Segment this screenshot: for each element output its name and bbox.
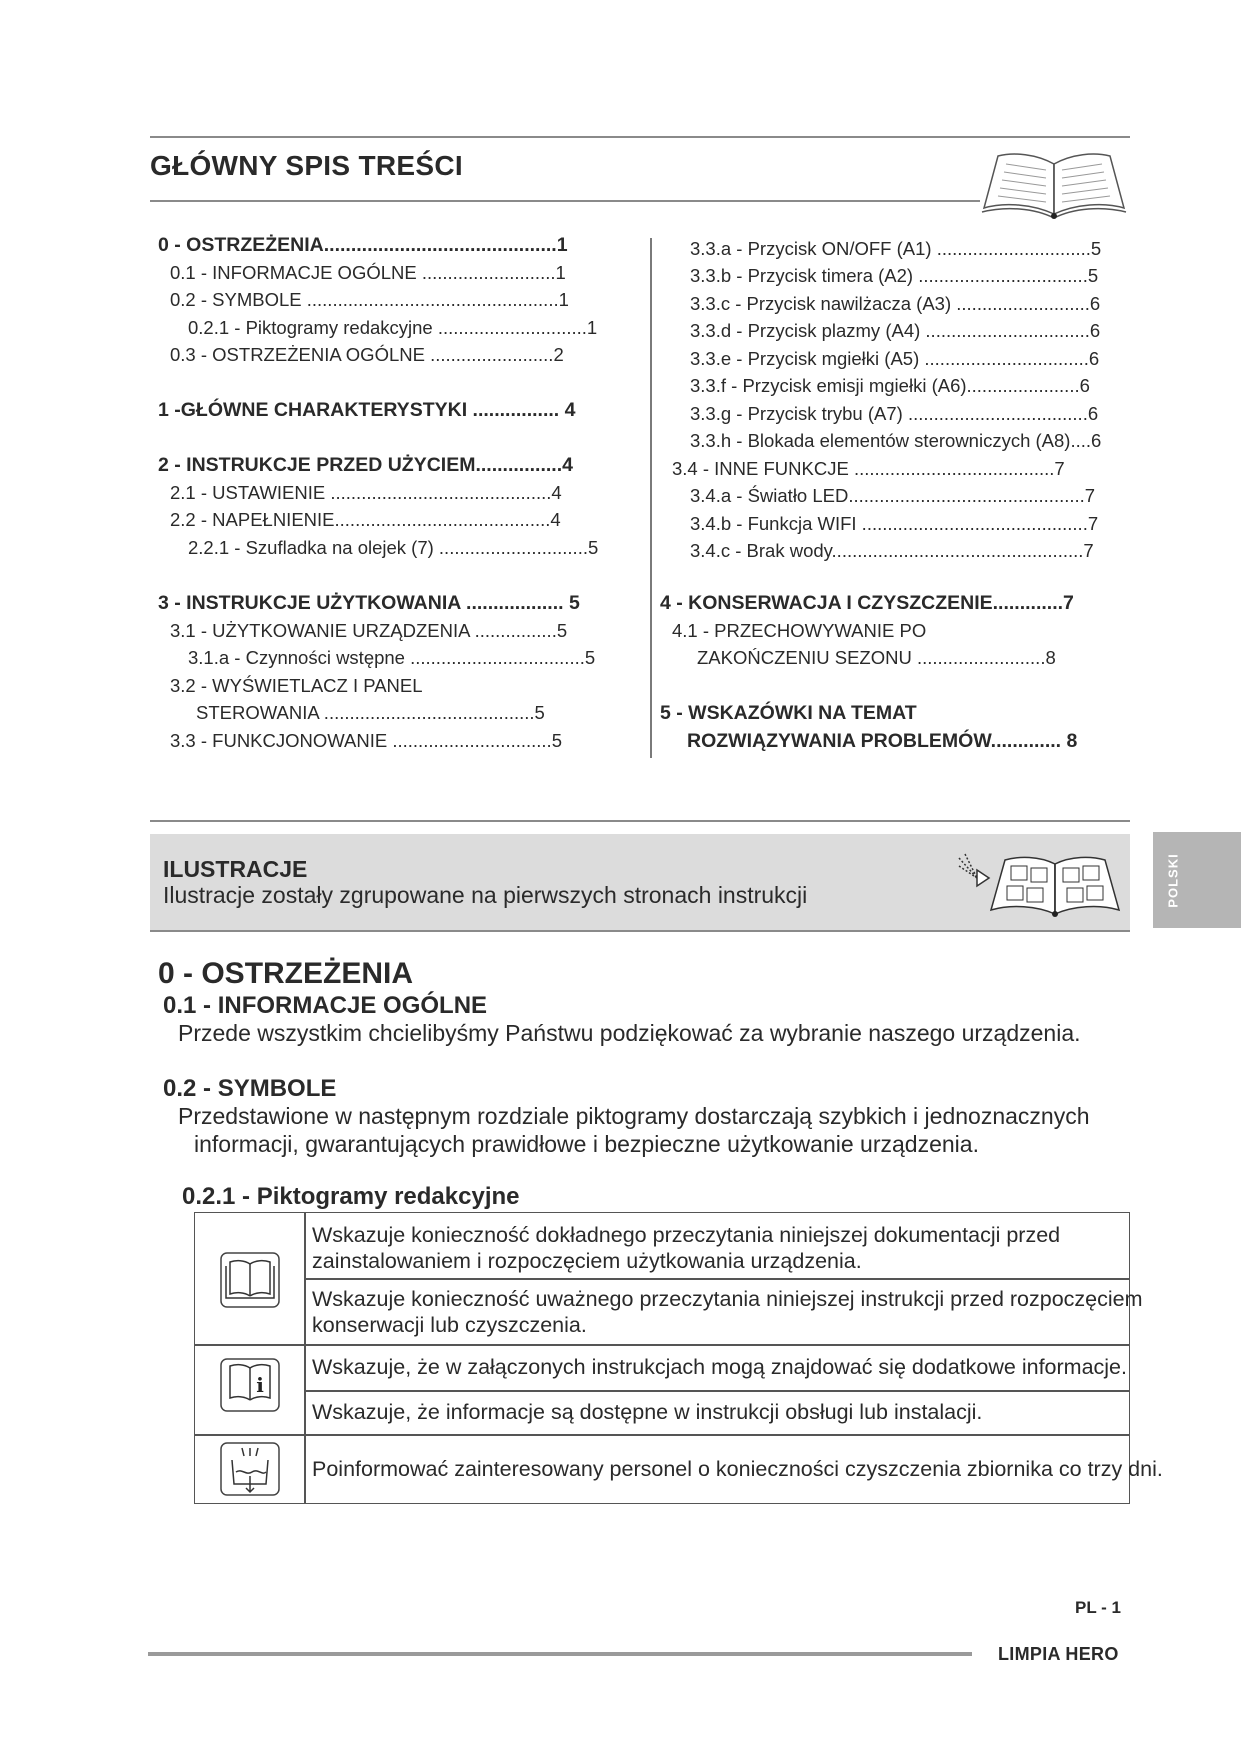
svg-text:i: i: [256, 1373, 264, 1397]
toc-entry[interactable]: 5 - WSKAZÓWKI NA TEMAT: [660, 702, 917, 724]
section-0-2-text-line1: Przedstawione w następnym rozdziale piktogramy dostarczają szybkich i jednoznacznych: [178, 1103, 1090, 1129]
toc-entry[interactable]: ROZWIĄZYWANIA PROBLEMÓW............. 8: [687, 730, 1078, 752]
toc-entry[interactable]: 0.1 - INFORMACJE OGÓLNE ..........................1: [170, 262, 566, 283]
toc-entry[interactable]: 0 - OSTRZEŻENIA...........................................1: [158, 234, 568, 256]
toc-entry[interactable]: 0.2 - SYMBOLE .................................................1: [170, 289, 569, 310]
illustrations-bottom-rule: [150, 930, 1130, 932]
pictogram-desc: Wskazuje, że w załączonych instrukcjach mogą znajdować się dodatkowe informacje.: [312, 1355, 1127, 1379]
product-name: LIMPIA HERO: [998, 1644, 1119, 1664]
pictogram-desc: Wskazuje konieczność dokładnego przeczytania niniejszej dokumentacji przed: [312, 1223, 1061, 1247]
toc-entry[interactable]: 3.1 - UŻYTKOWANIE URZĄDZENIA ................5: [170, 620, 568, 641]
illustrations-top-rule: [150, 820, 1130, 822]
table-row-divider: [194, 1434, 1130, 1436]
toc-entry[interactable]: 3.1.a - Czynności wstępne ..................................5: [188, 647, 596, 668]
page-title: GŁÓWNY SPIS TREŚCI: [150, 150, 463, 181]
toc-entry[interactable]: 3.4.b - Funkcja WIFI ............................................7: [690, 513, 1099, 534]
section-0-2-1-heading: 0.2.1 - Piktogramy redakcyjne: [182, 1183, 520, 1210]
toc-entry[interactable]: 3.2 - WYŚWIETLACZ I PANEL: [170, 675, 423, 696]
toc-entry[interactable]: 3.3.e - Przycisk mgiełki (A5) ................................6: [690, 348, 1100, 369]
toc-entry[interactable]: 2 - INSTRUKCJE PRZED UŻYCIEM................4: [158, 454, 573, 476]
illustrated-book-icon: [955, 848, 1125, 920]
toc-entry[interactable]: 0.2.1 - Piktogramy redakcyjne .............................1: [188, 317, 598, 338]
toc-entry[interactable]: 4.1 - PRZECHOWYWANIE PO: [672, 620, 927, 641]
toc-entry[interactable]: 3 - INSTRUKCJE UŻYTKOWANIA .................. 5: [158, 592, 580, 614]
toc-entry[interactable]: 3.4.c - Brak wody.................................................7: [690, 540, 1094, 561]
table-row-divider: [194, 1344, 1130, 1346]
toc-entry[interactable]: 2.2.1 - Szufladka na olejek (7) .............................5: [188, 537, 599, 558]
toc-entry[interactable]: ZAKOŃCZENIU SEZONU .........................8: [697, 647, 1056, 668]
toc-entry[interactable]: STEROWANIA .........................................5: [196, 702, 545, 723]
toc-entry[interactable]: 3.3.c - Przycisk nawilżacza (A3) ..........................6: [690, 293, 1101, 314]
toc-entry[interactable]: 1 -GŁÓWNE CHARAKTERYSTYKI ................ 4: [158, 399, 576, 421]
toc-entry[interactable]: 2.2 - NAPEŁNIENIE..........................................4: [170, 509, 561, 530]
toc-entry[interactable]: 3.4 - INNE FUNKCJE .......................................7: [672, 458, 1065, 479]
section-0-1-heading: 0.1 - INFORMACJE OGÓLNE: [163, 992, 488, 1019]
section-0-2-heading: 0.2 - SYMBOLE: [163, 1075, 337, 1102]
footer-rule: [148, 1652, 972, 1656]
table-row-divider: [304, 1278, 1130, 1280]
toc-entry[interactable]: 3.4.a - Światło LED..............................................7: [690, 485, 1096, 506]
page-number: PL - 1: [1075, 1598, 1121, 1617]
top-rule: [150, 136, 1130, 138]
read-manual-icon: [220, 1252, 280, 1308]
pictogram-desc: Wskazuje, że informacje są dostępne w instrukcji obsługi lub instalacji.: [312, 1400, 983, 1424]
pictogram-column-divider: [304, 1212, 306, 1504]
toc-entry[interactable]: 3.3 - FUNKCJONOWANIE ...............................5: [170, 730, 562, 751]
toc-entry[interactable]: 3.3.g - Przycisk trybu (A7) ...................................6: [690, 403, 1099, 424]
toc-entry[interactable]: 3.3.a - Przycisk ON/OFF (A1) ..............................5: [690, 238, 1102, 259]
illustrations-subtitle: Ilustracje zostały zgrupowane na pierwszych stronach instrukcji: [163, 882, 808, 908]
toc-entry[interactable]: 0.3 - OSTRZEŻENIA OGÓLNE ........................2: [170, 344, 564, 365]
pictogram-desc: zainstalowaniem i rozpoczęciem użytkowania urządzenia.: [312, 1249, 862, 1273]
toc-column-divider: [650, 238, 652, 758]
section-0-1-text: Przede wszystkim chcielibyśmy Państwu podziękować za wybranie naszego urządzenia.: [178, 1020, 1081, 1046]
toc-entry[interactable]: 3.3.d - Przycisk plazmy (A4) ................................6: [690, 320, 1101, 341]
pictogram-desc: konserwacji lub czyszczenia.: [312, 1313, 587, 1337]
title-underline: [150, 200, 980, 202]
toc-entry[interactable]: 3.3.h - Blokada elementów sterowniczych (A8)....6: [690, 430, 1102, 451]
illustrations-title: ILUSTRACJE: [163, 856, 308, 882]
toc-entry[interactable]: 4 - KONSERWACJA I CZYSZCZENIE.............7: [660, 592, 1074, 614]
pictogram-desc: Poinformować zainteresowany personel o konieczności czyszczenia zbiornika co trzy dni.: [312, 1457, 1163, 1481]
open-book-icon: [978, 146, 1130, 220]
language-tab-label: POLSKI: [1165, 852, 1181, 908]
pictogram-desc: Wskazuje konieczność uważnego przeczytania niniejszej instrukcji przed rozpoczęciem: [312, 1287, 1143, 1311]
toc-entry[interactable]: 3.3.b - Przycisk timera (A2) .................................5: [690, 265, 1099, 286]
clean-tank-icon: [220, 1442, 280, 1496]
table-row-divider: [304, 1390, 1130, 1392]
section-0-heading: 0 - OSTRZEŻENIA: [158, 957, 414, 990]
toc-entry[interactable]: 2.1 - USTAWIENIE ...........................................4: [170, 482, 562, 503]
section-0-2-text-line2: informacji, gwarantujących prawidłowe i bezpieczne użytkowanie urządzenia.: [194, 1131, 979, 1157]
info-book-icon: [220, 1358, 280, 1412]
toc-entry[interactable]: 3.3.f - Przycisk emisji mgiełki (A6)......................6: [690, 375, 1090, 396]
